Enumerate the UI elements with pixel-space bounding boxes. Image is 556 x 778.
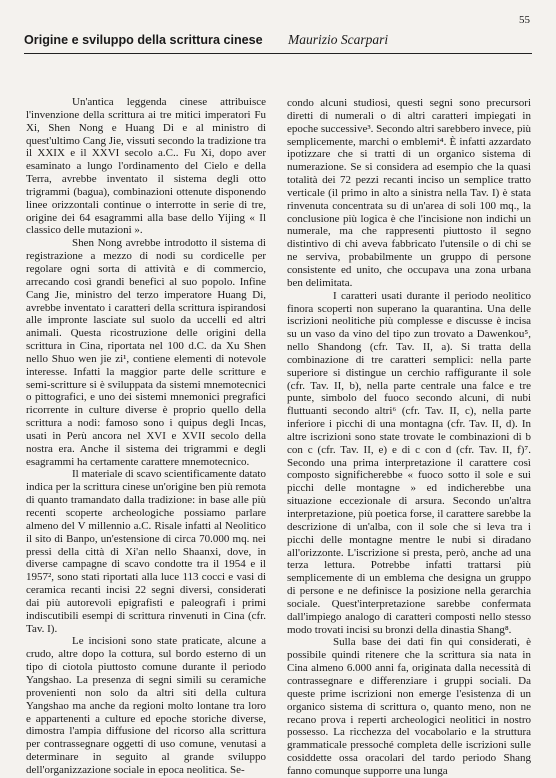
- paragraph: I caratteri usati durante il periodo neolitico finora scoperti non superano la quarantina. Una delle iscrizioni neolitiche più complesse e discusse è incisa su un vaso da vino del tipo zun trovato a Dawenkou⁵, nello Shandong (cfr. Tav. II, a). Si tratta della combinazione di tre caratteri semplici: nella parte superiore si distingue un cerchio raffigurante il sole (cfr. Tav. II, b), nella parte centrale una falce e tre punte, simbolo del fuoco secondo alcuni, di nubi fluttuanti secondo altri⁶ (cfr. Tav. II, c), nella parte inferiore i picchi di una montagna (cfr. Tav. II, d). In altre iscrizioni sono state trovate le combinazioni di b con c (cfr. Tav. II, e) e di c con d (cfr. Tav. II, f)⁷. Secondo una prima interpretazione il carattere così composto significherebbe « fuoco sotto il sole e sui picchi delle montagne » ed indicherebbe una situazione eccezionale di arsura. Secondo un'altra interpretazione, più poetica forse, il carattere sarebbe la descrizione di un'alba, con il sole che si leva tra i picchi delle montagne mentre le nubi si diradano all'orizzonte. L'iscrizione si presta, però, anche ad una terza lettura. Potrebbe infatti trattarsi più semplicemente di un emblema che designa un gruppo di persone e ne definisce la posizione nella gerarchia sociale. Quest'interpretazione sarebbe confermata dall'impiego analogo di caratteri composti nello stesso modo trovati incisi su bronzi della dinastia Shang⁸.: [287, 289, 532, 636]
- paragraph: Le incisioni sono state praticate, alcune a crudo, altre dopo la cottura, sul bordo esterno di un tipo di ciotola piuttosto comune durante il periodo Yangshao. La presenza di segni simili su ceramiche provenienti non solo da altri siti della cultura Yangshao ma anche da regioni molto lontane tra loro e appartenenti a culture ed epoche storiche diverse, dimostra l'ampia diffusione del ricorso alla scrittura per contrassegnare oggetti di uso comune, venutasi a determinare in seguito al grande sviluppo dell'organizzazione sociale in epoca neolitica. Se-: [26, 635, 266, 776]
- running-header: [24, 33, 532, 54]
- article-author: Maurizio Scarpari: [288, 32, 389, 47]
- paragraph: Un'antica leggenda cinese attribuisce l'invenzione della scrittura ai tre mitici imperatori Fu Xi, Shen Nong e Huang Di e al ministro di quest'ultimo Cang Jie, vissuti secondo la tradizione tra il XXIX e il XXVI secolo a.C.. Fu Xi, dopo aver esaminato a lungo l'ordinamento del Cielo e della Terra, avrebbe inventato il sistema degli otto trigrammi (bagua), combinazioni ottenute disponendo linee orizzontali continue o interrotte in serie di tre, origine dei 64 esagrammi alla base dello Yijing « Il classico delle mutazioni ».: [26, 96, 266, 237]
- article-title: Origine e sviluppo della scrittura cinese: [24, 33, 263, 47]
- paragraph: Shen Nong avrebbe introdotto il sistema di registrazione a mezzo di nodi su cordicelle per regolare ogni sorta di attività e di commercio, arrecando così grandi benefici al suo popolo. Infine Cang Jie, ministro del terzo imperatore Huang Di, avrebbe inventato i caratteri della scrittura ispirandosi alle impronte lasciate sul suolo da uccelli ed altri animali. Questa ricostruzione delle origini della scrittura in Cina, riportata nel 100 d.C. da Xu Shen nello Shuo wen jie zi¹, contiene elementi di notevole interesse. Infatti la maggior parte delle scritture e semi-scritture si è sviluppata da sistemi mnemotecnici o pittografici, e uno dei sistemi mnemonici pregrafici ricorrente in culture diverse è proprio quello della scrittura a nodi: famoso sono i quipus degli Incas, usati in Perù ancora nel XVI e XVII secolo della nostra era. Anche il sistema dei trigrammi e degli esagrammi ha certamente carattere mnemotecnico.: [26, 237, 266, 468]
- paragraph: condo alcuni studiosi, questi segni sono precursori diretti di numerali o di altri caratteri impiegati in epoche successive³. Secondo altri sarebbero invece, più semplicemente, marchi o emblemi⁴. È infatti azzardato ipotizzare che si tratti di un organico sistema di numerazione. Se si considera ad esempio che la quasi totalità dei 72 pezzi recanti inciso un semplice tratto verticale (il primo in alto a sinistra nella Tav. I) è stata rinvenuta concentrata su di un'area di soli 100 mq., la conclusione più logica è che l'incisione non indichi un numerale, ma che rappresenti piuttosto il segno distintivo di chi aveva fabbricato l'utensile o di chi se ne serviva, probabilmente un gruppo di persone consistente ed unito, che occupava una zona urbana ben delimitata.: [287, 97, 531, 289]
- page-number: 55: [519, 14, 530, 26]
- right-column: [287, 97, 531, 778]
- left-column: [26, 96, 266, 777]
- paragraph: Sulla base dei dati fin qui considerati, è possibile quindi ritenere che la scrittura sia nata in Cina almeno 6.000 anni fa, originata dalla necessità di contrassegnare e differenziare i gruppi sociali. Da queste prime iscrizioni non emerge l'esistenza di un organico sistema di scrittura o, quanto meno, non ne recano prova i reperti archeologici neolitici in nostro possesso. La ricchezza del vocabolario e la struttura grammaticale pressoché completa delle iscrizioni sulle cosiddette ossa oracolari del tardo periodo Shang fanno comunque supporre una lunga: [287, 636, 531, 777]
- paragraph: Il materiale di scavo scientificamente datato indica per la scrittura cinese un'origine ben più remota di quanto tramandato dalla tradizione: in base alle più recenti scoperte archeologiche possiamo parlare almeno del V millennio a.C. Risale infatti al Neolitico il sito di Banpo, un'estensione di circa 70.000 mq. nei pressi della città di Xi'an nello Shaanxi, dove, in diverse campagne di scavo condotte tra il 1954 e il 1957², sono stati riportati alla luce 113 cocci e vasi di ceramica recanti incisi 22 segni diversi, considerati dai più autorevoli epigrafisti e paleografi i primi indiscutibili esempi di scrittura rinvenuti in Cina (cfr. Tav. I).: [26, 468, 266, 635]
